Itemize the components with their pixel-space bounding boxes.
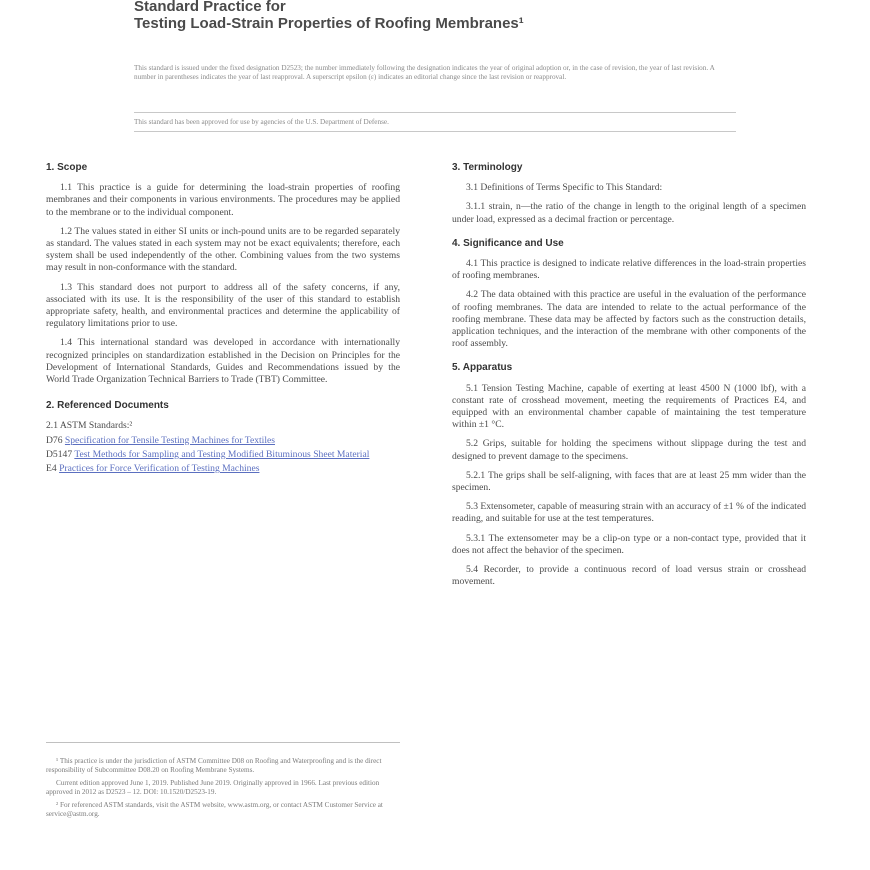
paragraph: 5.3.1 The extensometer may be a clip-on type or a non-contact type, provided that it does not affect the behavior of the specimen. (452, 532, 806, 556)
reference-prefix: E4 (46, 463, 60, 475)
paragraph: 5.1 Tension Testing Machine, capable of exerting at least 4500 N (1000 lbf), with a constant rate of crosshead movement, meeting the requirements of Practices E4, and equipped with an environmental chamber capable of maintaining the test temperature within ±1 °C. (452, 382, 806, 431)
reference-prefix: D76 (46, 434, 65, 446)
document-title (134, 0, 784, 32)
reference-link[interactable]: Specification for Tensile Testing Machines for Textiles (64, 434, 275, 446)
title-line-2: Testing Load-Strain Properties of Roofing Membranes¹ (134, 15, 524, 32)
reference-prefix: D5147 (46, 448, 75, 460)
paragraph: 1.2 The values stated in either SI units or inch-pound units are to be regarded separately as standard. The values stated in each system may not be exact equivalents; therefore, each system shall be used independently of the other. Combining values from the two systems may result in non-conformance with the standard. (46, 225, 400, 274)
paragraph: 1.1 This practice is a guide for determining the load-strain properties of roofing membranes and their components in various environments. The procedures may be applied to the membrane or to the individual component. (46, 182, 400, 218)
reference-item (46, 434, 400, 447)
paragraph: 3.1.1 strain, n—the ratio of the change in length to the original length of a specimen under load, expressed as a decimal fraction or percentage. (452, 201, 806, 225)
paragraph: 4.2 The data obtained with this practice are useful in the evaluation of the performance of roofing membranes. The data are intended to relate to the actual performance of the roofing membrane. These data may be affected by factors such as the construction details, application techniques, and the interaction of the membrane with other components of the roof assembly. (452, 289, 806, 350)
footnote: ¹ This practice is under the jurisdiction of ASTM Committee D08 on Roofing and Waterproofing and is the direct responsibility of Subcommittee D08.20 on Roofing Membrane Systems. (46, 757, 382, 774)
footnotes (46, 742, 400, 823)
section-heading-references: 2. Referenced Documents (46, 400, 169, 412)
section-heading-significance: 4. Significance and Use (452, 237, 564, 249)
paragraph: 3.1 Definitions of Terms Specific to This Standard: (466, 182, 663, 194)
paragraph: 5.3 Extensometer, capable of measuring strain with an accuracy of ±1 % of the indicated reading, and suitable for use at the test temperatures. (452, 501, 807, 525)
reference-item (46, 463, 400, 475)
right-column (452, 162, 806, 595)
title-line-1: Standard Practice for (134, 0, 286, 15)
footnote: ² For referenced ASTM standards, visit the ASTM website, www.astm.org, or contact ASTM Customer Service at service@astm.org. (46, 801, 383, 818)
section-heading-apparatus: 5. Apparatus (452, 362, 513, 374)
paragraph: 1.4 This international standard was developed in accordance with internationally recognized principles on standardization established in the Decision on Principles for the Development of International Standards, Guides and Recommendations issued by the World Trade Organization Technical Barriers to Trade (TBT) Committee. (46, 337, 400, 386)
section-heading-terminology: 3. Terminology (452, 162, 523, 173)
paragraph: 5.4 Recorder, to provide a continuous record of load versus strain or crosshead movement. (452, 564, 806, 588)
paragraph: 5.2 Grips, suitable for holding the specimens without slippage during the test and designed to prevent damage to the specimens. (452, 438, 806, 462)
paragraph: 1.3 This standard does not purport to address all of the safety concerns, if any, associated with its use. It is the responsibility of the user of this standard to establish appropriate safety, health, and environmental practices and determine the applicability of regulatory limitations prior to use. (46, 281, 400, 330)
paragraph: 5.2.1 The grips shall be self-aligning, with faces that are at least 25 mm wider than the specimen. (452, 469, 806, 494)
paragraph: 4.1 This practice is designed to indicate relative differences in the load-strain properties of roofing membranes. (452, 258, 806, 282)
intro-text: This standard is issued under the fixed designation D2523; the number immediately following the designation indicates the year of original adoption or, in the case of revision, the year of last revision. A number in parentheses indicates the year of last reapproval. A superscript epsilon (ε) indicates an editorial change since the last revision or reapproval. (134, 64, 715, 81)
reference-link[interactable]: Practices for Force Verification of Testing Machines (59, 463, 260, 475)
footnote: Current edition approved June 1, 2019. Published June 2019. Originally approved in 1966. Last previous edition approved in 2012 as D2523 – 12. DOI: 10.1520/D2523-19. (46, 779, 380, 796)
section-heading-scope: 1. Scope (46, 162, 88, 173)
reference-prefix: 2.1 ASTM Standards:² (46, 420, 133, 432)
reference-link[interactable]: Test Methods for Sampling and Testing Modified Bituminous Sheet Material (74, 448, 370, 460)
reference-item (46, 448, 400, 461)
left-column (46, 162, 400, 477)
intro-box: This standard has been approved for use by agencies of the U.S. Department of Defense. (134, 112, 736, 132)
reference-item (46, 420, 400, 432)
